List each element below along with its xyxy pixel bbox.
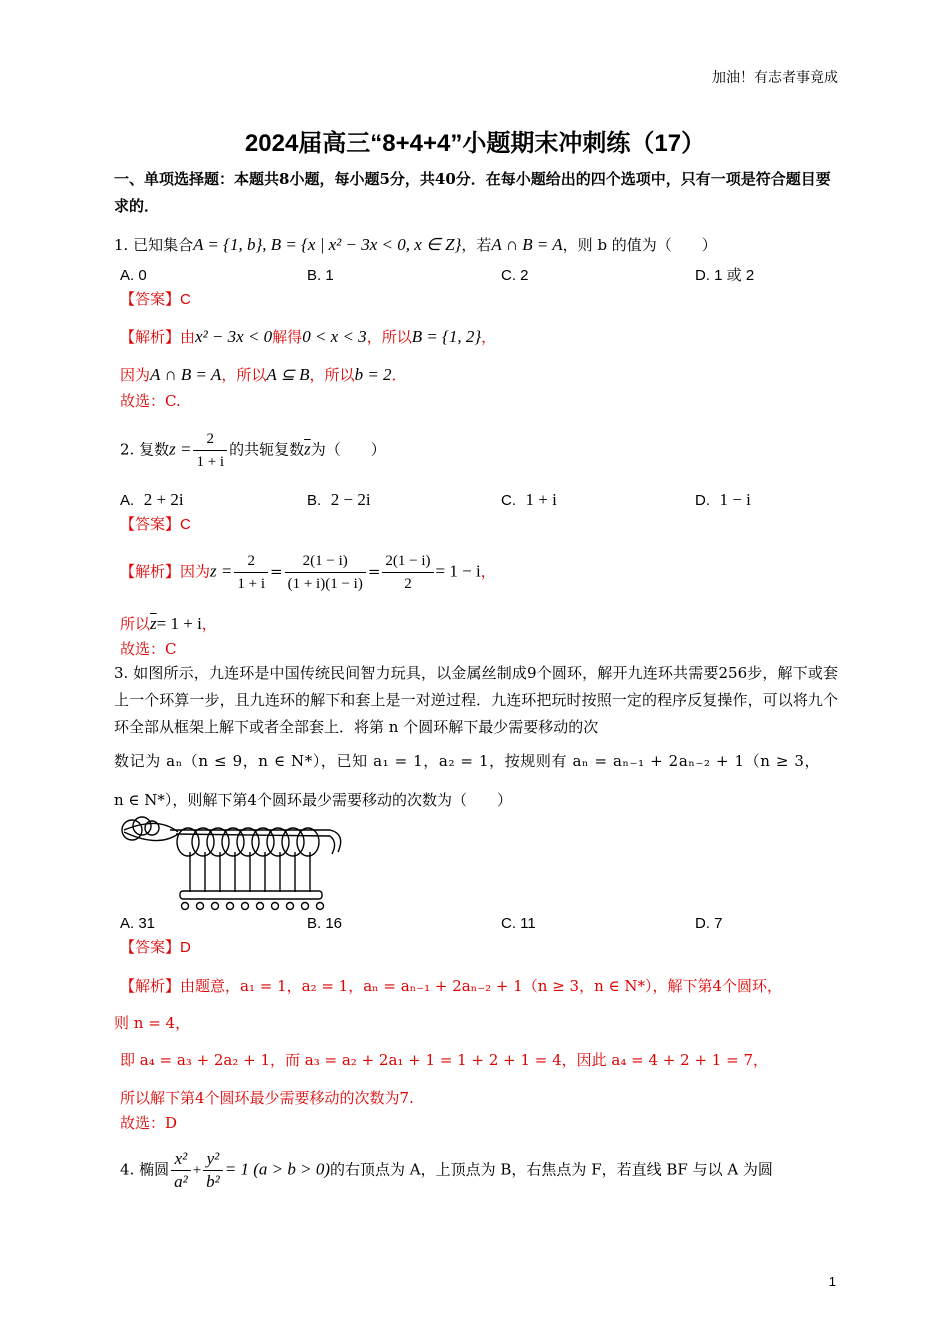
- page-title: 2024届高三“8+4+4”小题期末冲刺练（17）: [244, 130, 706, 157]
- q1-option-c: C. 2: [501, 267, 529, 284]
- q3-option-a: A. 31: [120, 915, 156, 932]
- q2-option-d: D. 1 − i: [695, 490, 751, 509]
- q3-option-c: C. 11: [501, 915, 536, 932]
- q2-stem: 2. 复数z = $\frac{2}{1 + i}$ 的共轭复数$\overline{z}$为（ ）: [120, 428, 386, 473]
- q3-stem-line2: 数记为 aₙ（n ≤ 9，n ∈ N*），已知 a₁ = 1，a₂ = 1，按规则有 aₙ = aₙ₋₁ + 2aₙ₋₂ + 1（n ≥ 3，: [114, 752, 821, 770]
- q3-analysis-line3: 即 a₄ = a₃ + 2a₂ + 1，而 a₃ = a₂ + 2a₁ + 1 = 1 + 2 + 1 = 4，因此 a₄ = 4 + 2 + 1 = 7，: [120, 1051, 768, 1069]
- q3-stem-paragraph: 3. 如图所示，九连环是中国传统民间智力玩具，以金属丝制成9个圆环，解开九连环共需要256步，解下或套上一个环算一步，且九连环的解下和套上是一对逆过程．九连环把玩时按照一定的程序反复操作，可以将九个环全部从框架上解下或者全部套上．将第 n 个圆环解下最少需要移动的次: [114, 664, 838, 736]
- q2-option-a: A. 2 + 2i: [120, 490, 184, 509]
- q1-stem: 1. 已知集合A = {1, b}, B = {x | x² − 3x < 0, x ∈ Z}，若A ∩ B = A，则 b 的值为（ ）: [114, 235, 717, 254]
- q3-choice: 故选：D: [120, 1114, 178, 1132]
- q1-option-a: A. 0: [120, 267, 147, 284]
- q1-choice: 故选：C.: [120, 392, 181, 410]
- q2-analysis-line2: 所以$\overline{z}= 1 + i$，: [120, 614, 217, 633]
- q2-choice: 故选：C: [120, 640, 177, 658]
- q1-answer: 【答案】C: [120, 291, 191, 308]
- q3-answer: 【答案】D: [120, 939, 191, 956]
- q2-option-b: B. 2 − 2i: [307, 490, 371, 509]
- q1-option-d: D. 1 或 2: [695, 267, 755, 284]
- q1-analysis-line1: 【解析】由x² − 3x < 0解得0 < x < 3，所以B = {1, 2}，: [120, 327, 497, 346]
- q3-stem-line3: n ∈ N*），则解下第4个圆环最少需要移动的次数为（ ）: [114, 791, 512, 809]
- nine-rings-puzzle-figure: [118, 812, 350, 912]
- q3-option-b: B. 16: [307, 915, 343, 932]
- q2-answer: 【答案】C: [120, 516, 191, 533]
- q2-option-c: C. 1 + i: [501, 490, 557, 509]
- page-number: 1: [828, 1274, 836, 1289]
- q1-option-b: B. 1: [307, 267, 334, 284]
- q2-analysis: 【解析】因为z = $\frac{2}{1 + i}$ = $\frac{2(1 - i)}{(1 + i)(1 - i)}$ = $\frac{2(1 - i)}{2}$ = 1 − i，: [120, 550, 496, 595]
- header-slogan: 加油！有志者事竟成: [712, 70, 838, 86]
- q3-analysis-line2: 则 n = 4，: [114, 1014, 191, 1032]
- q1-analysis-line2: 因为A ∩ B = A，所以A ⊆ B，所以b = 2．: [120, 365, 407, 384]
- q3-analysis-line4: 所以解下第4个圆环最少需要移动的次数为7.: [120, 1089, 414, 1107]
- q3-analysis-line1: 【解析】由题意，a₁ = 1，a₂ = 1，aₙ = aₙ₋₁ + 2aₙ₋₂ + 1（n ≥ 3，n ∈ N*），解下第4个圆环，: [120, 977, 783, 995]
- section-heading: 一、单项选择题：本题共8小题，每小题5分，共40分．在每小题给出的四个选项中，只有一项是符合题目要求的．: [114, 170, 831, 215]
- q4-stem: 4. 椭圆 $\frac{\text{x²}}{\text{a²}}$ + $\frac{\text{y²}}{\text{b²}}$ = 1 (a > b > 0)的右顶点为 A，上顶点为 B，右焦点为 F，若直线 BF 与以 A 为圆: [120, 1149, 773, 1191]
- q3-option-d: D. 7: [695, 915, 723, 932]
